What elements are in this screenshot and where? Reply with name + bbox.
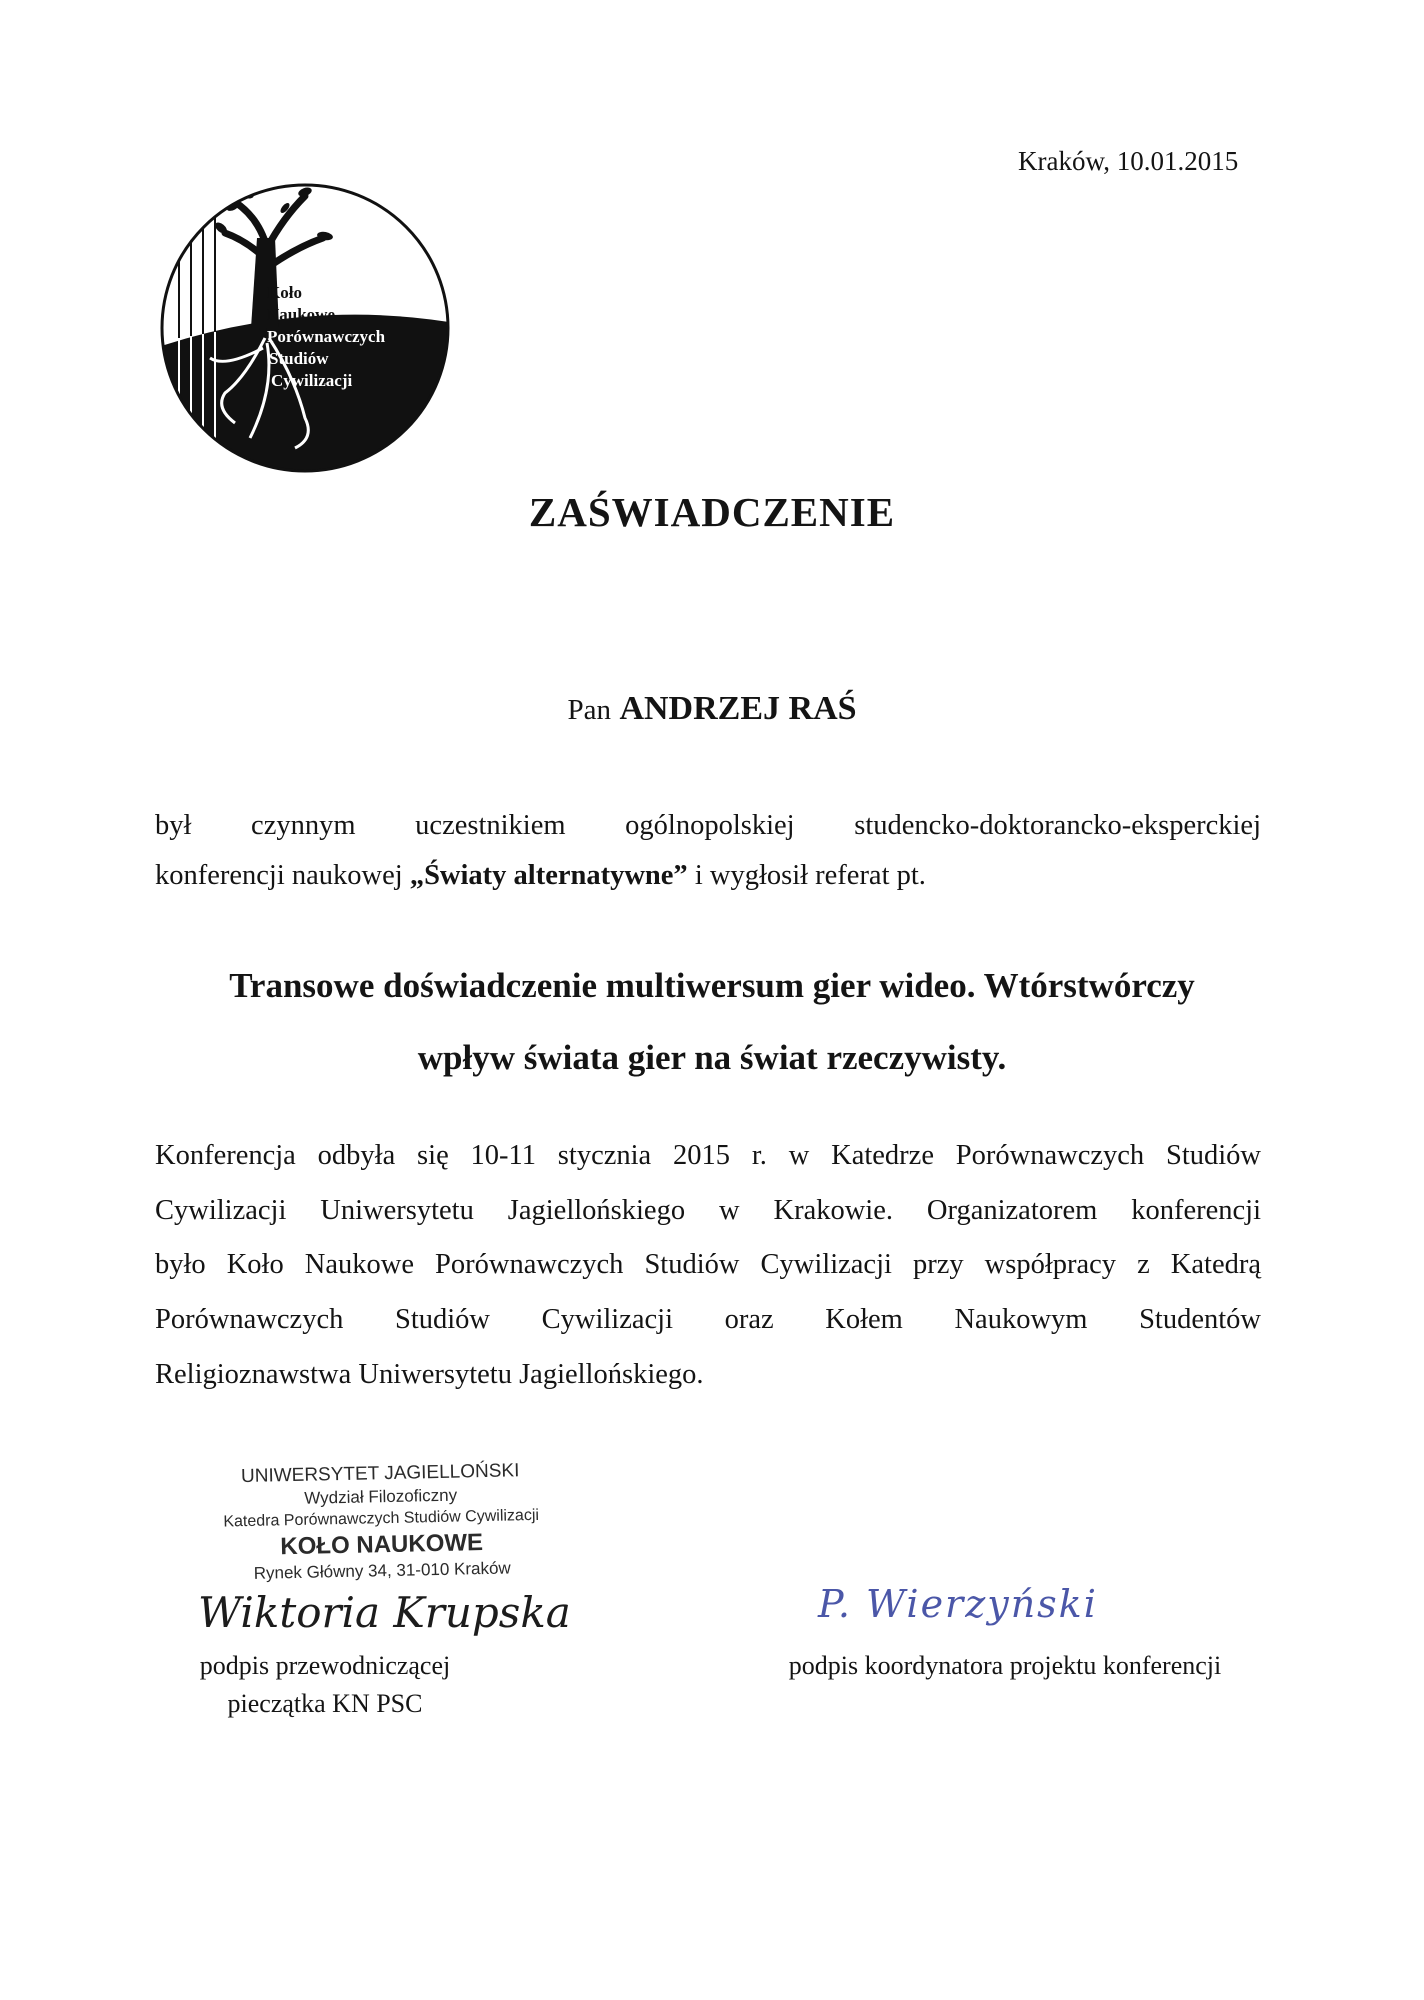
left-signature: Wiktoria Krupska (198, 1588, 571, 1637)
left-caption-line-2: pieczątka KN PSC (227, 1689, 423, 1718)
stamp-address: Rynek Główny 34, 31-010 Kraków (253, 1558, 511, 1583)
body-line-3: było Koło Naukowe Porównawczych Studiów Cywilizacji przy współpracy z Katedrą (155, 1249, 1261, 1280)
right-signature-caption: podpis koordynatora projektu konferencji (788, 1651, 1222, 1680)
recipient-prefix: Pan (567, 694, 611, 726)
right-signature: P. Wierzyński (818, 1582, 1098, 1626)
body-line-2: Cywilizacji Uniwersytetu Jagiellońskiego w Krakowie. Organizatorem konferencji (155, 1195, 1261, 1226)
logo-text-line1: Koło (267, 283, 302, 302)
intro-text-after: i wygłosił referat pt. (687, 860, 926, 891)
recipient (0, 690, 1424, 728)
place-date: Kraków, 10.01.2015 (1018, 146, 1239, 176)
club-logo (155, 178, 455, 478)
logo-text-line2: Naukowe (267, 305, 336, 324)
recipient-name: ANDRZEJ RAŚ (619, 690, 857, 727)
left-signature-caption (170, 1647, 480, 1723)
intro-text-before: konferencji naukowej (155, 860, 410, 891)
stamp-university: UNIWERSYTET JAGIELLOŃSKI (240, 1460, 520, 1488)
logo-text-line5: Cywilizacji (271, 371, 353, 390)
talk-title-line-1: Transowe doświadczenie multiwersum gier wideo. Wtórstwórczy (229, 966, 1195, 1005)
document-title: ZAŚWIADCZENIE (528, 489, 896, 535)
intro-line-1: był czynnym uczestnikiem ogólnopolskiej studencko-doktorancko-eksperckiej (155, 810, 1261, 841)
intro-line-2 (155, 851, 1261, 901)
stamp-department: Katedra Porównawczych Studiów Cywilizacji (223, 1506, 540, 1531)
body-line-1: Konferencja odbyła się 10-11 stycznia 2015 r. w Katedrze Porównawczych Studiów (155, 1140, 1261, 1171)
left-caption-line-1: podpis przewodniczącej (199, 1651, 451, 1680)
logo-text-line3: Porównawczych (267, 327, 386, 346)
stamp-faculty: Wydział Filozoficzny (304, 1485, 458, 1508)
institution-stamp (150, 1456, 612, 1587)
logo-text-line4: Studiów (269, 349, 329, 368)
stamp-club: KOŁO NAUKOWE (280, 1529, 484, 1561)
conference-name: „Światy alternatywne” (409, 860, 688, 891)
talk-title-line-2: wpływ świata gier na świat rzeczywisty. (417, 1038, 1007, 1077)
body-line-5: Religioznawstwa Uniwersytetu Jagiellońskiego. (155, 1359, 704, 1390)
body-line-4: Porównawczych Studiów Cywilizacji oraz Kołem Naukowym Studentów (155, 1304, 1261, 1335)
